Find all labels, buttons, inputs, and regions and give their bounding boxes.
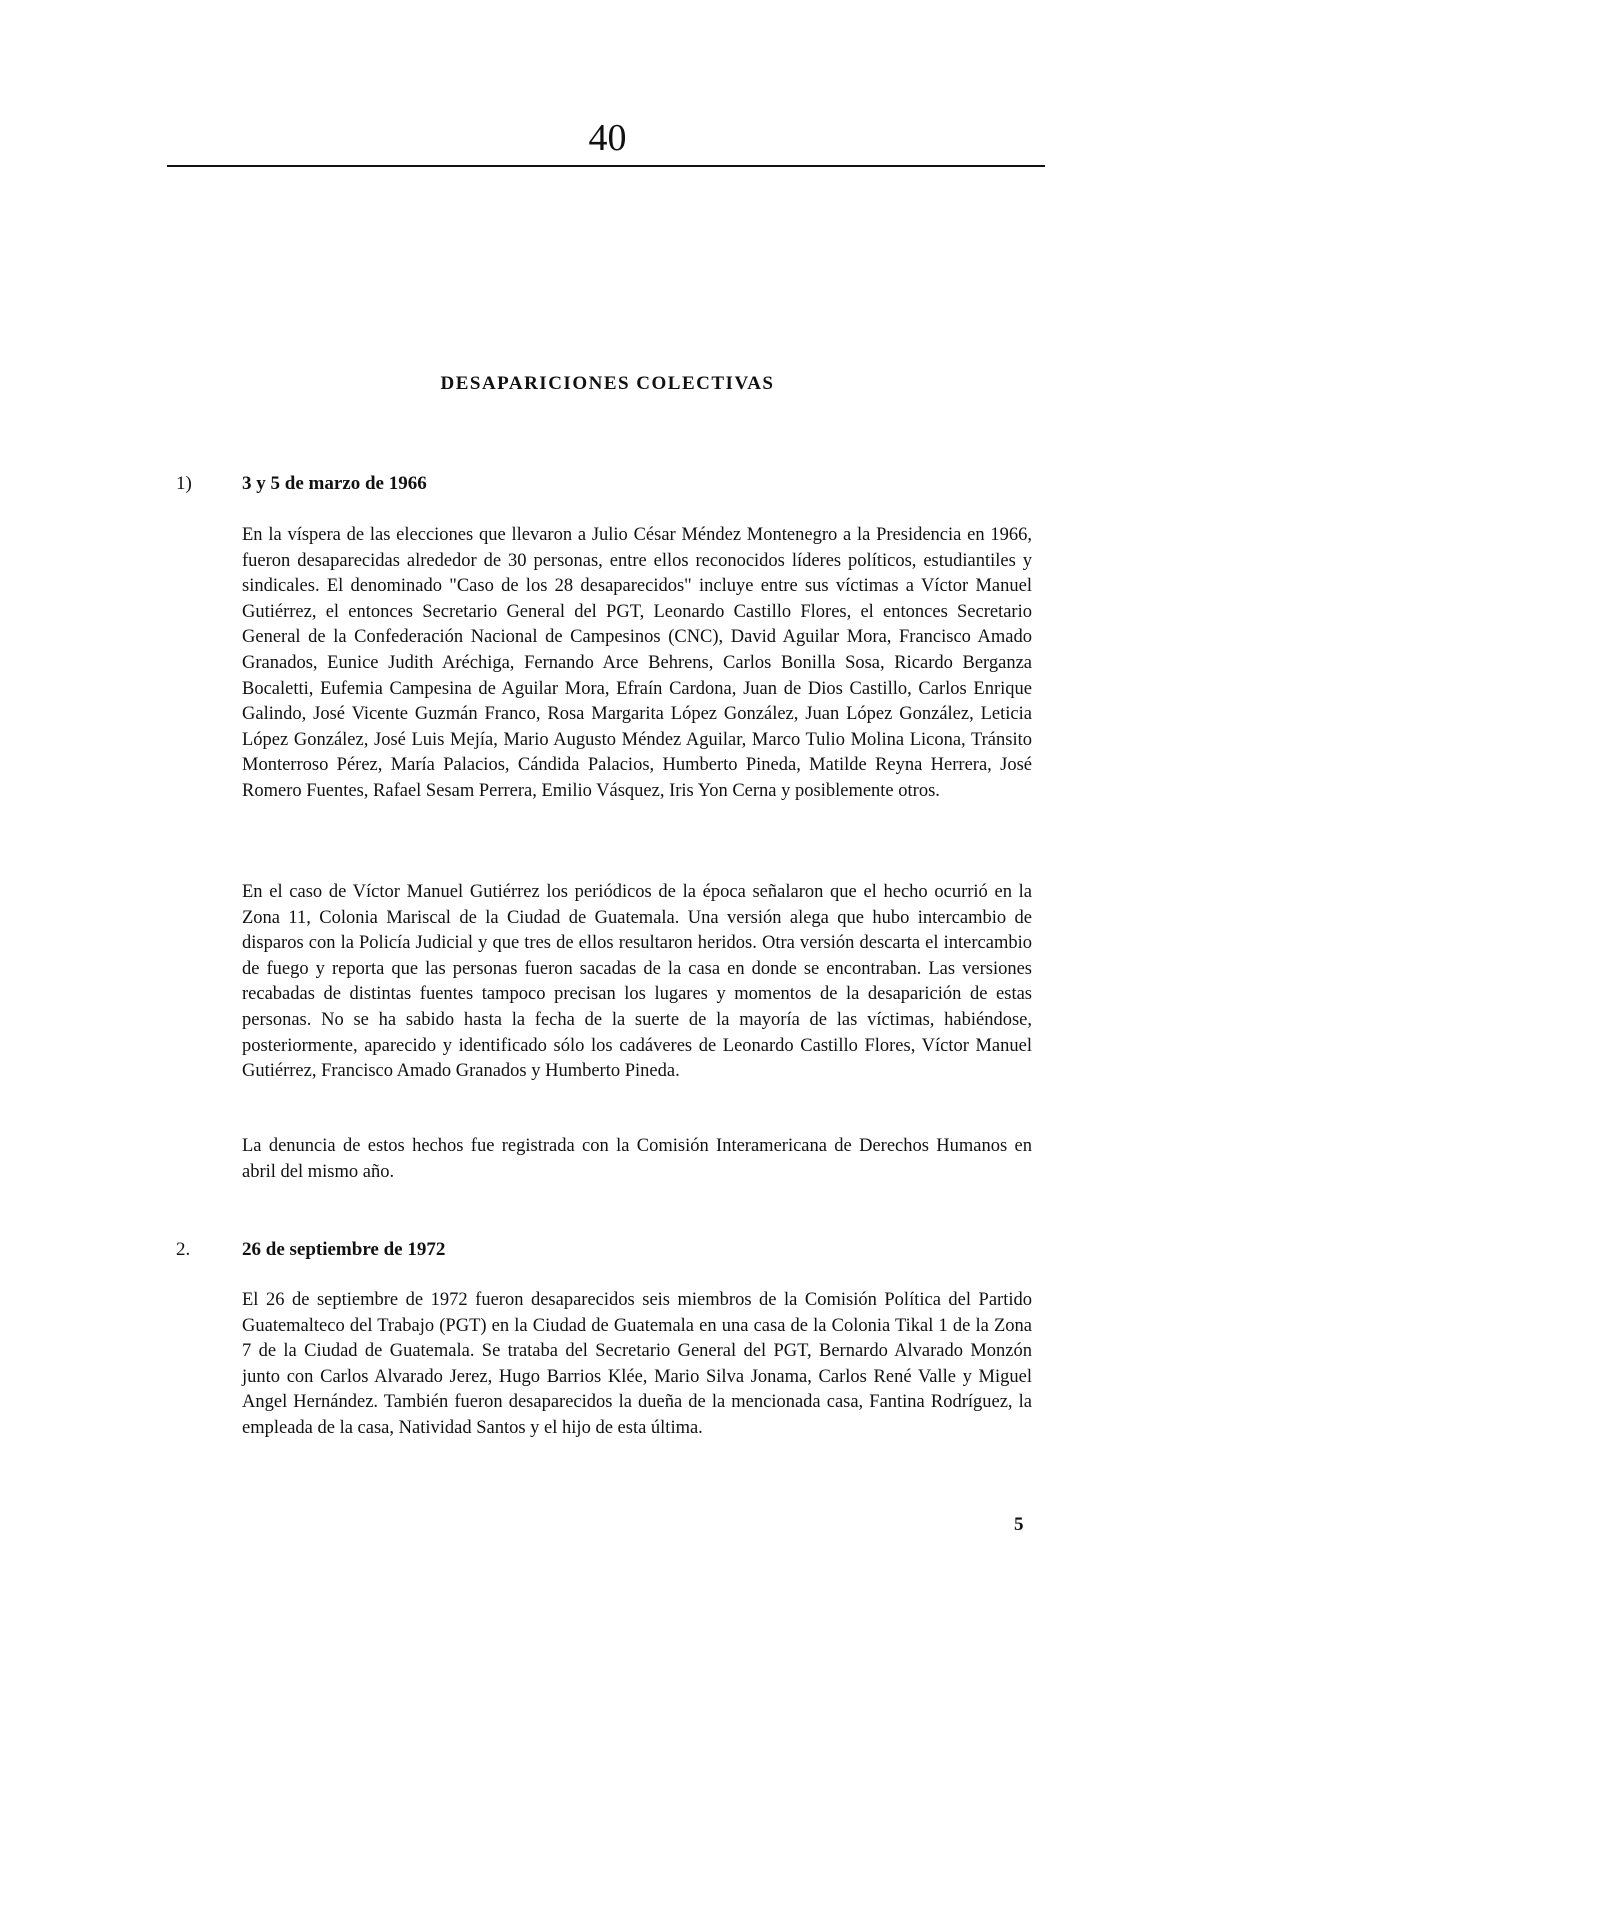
section-title: DESAPARICIONES COLECTIVAS (440, 373, 775, 394)
case-2-date: 26 de septiembre de 1972 (242, 1239, 446, 1260)
case-2-number: 2. (176, 1239, 191, 1260)
top-rule (167, 165, 1045, 167)
page-number-top: 40 (588, 117, 627, 159)
footer-mark: 5 (1014, 1514, 1024, 1535)
case-1-paragraph-3: La denuncia de estos hechos fue registrada con la Comisión Interamericana de Derechos Humanos en abril del mismo año. (242, 1136, 1032, 1182)
case-1-paragraph-1: En la víspera de las elecciones que llevaron a Julio César Méndez Montenegro a la Presidencia en 1966, fueron desaparecidas alrededor de 30 personas, entre ellos reconocidos líderes políticos, estudiantiles y sindicales. El denominado "Caso de los 28 desaparecidos" incluye entre sus víctimas a Víctor Manuel Gutiérrez, el entonces Secretario General del PGT, Leonardo Castillo Flores, el entonces Secretario General de la Confederación Nacional de Campesinos (CNC), David Aguilar Mora, Francisco Amado Granados, Eunice Judith Aréchiga, Fernando Arce Behrens, Carlos Bonilla Sosa, Ricardo Berganza Bocaletti, Eufemia Campesina de Aguilar Mora, Efraín Cardona, Juan de Dios Castillo, Carlos Enrique Galindo, José Vicente Guzmán Franco, Rosa Margarita López González, Juan López González, Leticia López González, José Luis Mejía, Mario Augusto Méndez Aguilar, Marco Tulio Molina Licona, Tránsito Monterroso Pérez, María Palacios, Cándida Palacios, Humberto Pineda, Matilde Reyna Herrera, José Romero Fuentes, Rafael Sesam Perrera, Emilio Vásquez, Iris Yon Cerna y posiblemente otros. (242, 525, 1032, 801)
case-2-heading (176, 1238, 445, 1262)
case-2-paragraph-1: El 26 de septiembre de 1972 fueron desaparecidos seis miembros de la Comisión Política del Partido Guatemalteco del Trabajo (PGT) en la Ciudad de Guatemala en una casa de la Colonia Tikal 1 de la Zona 7 de la Ciudad de Guatemala. Se trataba del Secretario General del PGT, Bernardo Alvarado Monzón junto con Carlos Alvarado Jerez, Hugo Barrios Klée, Mario Silva Jonama, Carlos René Valle y Miguel Angel Hernández. También fueron desaparecidos la dueña de la mencionada casa, Fantina Rodríguez, la empleada de la casa, Natividad Santos y el hijo de esta última. (242, 1290, 1032, 1438)
case-1-heading (176, 472, 427, 496)
case-1-number: 1) (176, 473, 192, 494)
case-1-paragraph-2: En el caso de Víctor Manuel Gutiérrez los periódicos de la época señalaron que el hecho ocurrió en la Zona 11, Colonia Mariscal de la Ciudad de Guatemala. Una versión alega que hubo intercambio de disparos con la Policía Judicial y que tres de ellos resultaron heridos. Otra versión descarta el intercambio de fuego y reporta que las personas fueron sacadas de la casa en donde se encontraban. Las versiones recabadas de distintas fuentes tampoco precisan los lugares y momentos de la desaparición de estas personas. No se ha sabido hasta la fecha de la suerte de la mayoría de las víctimas, habiéndose, posteriormente, aparecido y identificado sólo los cadáveres de Leonardo Castillo Flores, Víctor Manuel Gutiérrez, Francisco Amado Granados y Humberto Pineda. (242, 882, 1032, 1082)
case-1-date: 3 y 5 de marzo de 1966 (242, 473, 427, 494)
